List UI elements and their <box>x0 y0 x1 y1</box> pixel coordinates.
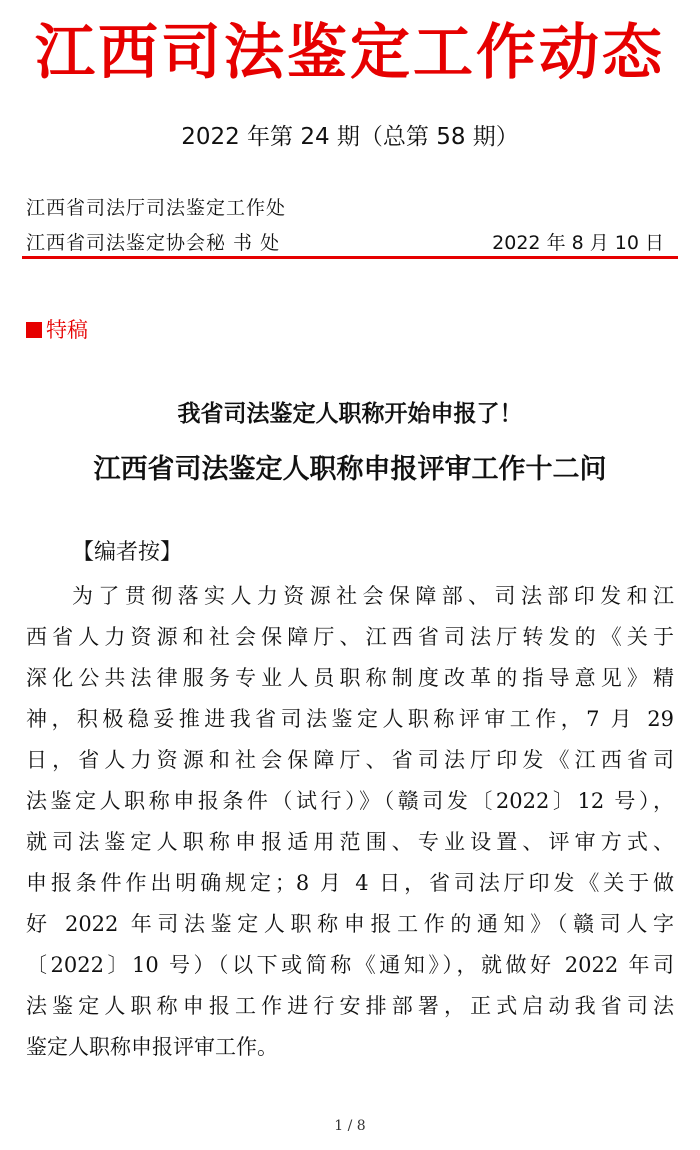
body-line: 西省人力资源和社会保障厅、江西省司法厅转发的《关于 <box>26 625 674 649</box>
article-title-line-1: 我省司法鉴定人职称开始申报了！ <box>177 400 523 427</box>
publish-date: 2022 年 8 月 10 日 <box>492 232 664 254</box>
body-line: 法鉴定人职称申报条件（试行）》（赣司发〔2022〕12 号）， <box>26 789 674 813</box>
issue-number: 2022 年第 24 期（总第 58 期） <box>181 124 519 150</box>
red-divider <box>22 256 678 259</box>
body-line: 申报条件作出明确规定；8 月 4 日，省司法厅印发《关于做 <box>26 871 674 895</box>
body-line: 日，省人力资源和社会保障厅、省司法厅印发《江西省司 <box>26 748 674 772</box>
org-line-2: 江西省司法鉴定协会秘 书 处 <box>26 232 281 254</box>
body-line: 神，积极稳妥推进我省司法鉴定人职称评审工作，7 月 29 <box>26 707 674 731</box>
section-label-text: 特稿 <box>46 318 88 342</box>
body-line: 就司法鉴定人职称申报适用范围、专业设置、评审方式、 <box>26 830 674 854</box>
body-line: 法鉴定人职称申报工作进行安排部署，正式启动我省司法 <box>26 994 674 1018</box>
masthead-title: 江西司法鉴定工作动态 <box>35 18 665 88</box>
article-body <box>26 576 674 1068</box>
article-title-line-2: 江西省司法鉴定人职称申报评审工作十二问 <box>93 454 607 485</box>
body-line: 鉴定人职称申报评审工作。 <box>26 1035 278 1059</box>
page-indicator: 1 / 8 <box>334 1118 366 1134</box>
org-line-1: 江西省司法厅司法鉴定工作处 <box>26 197 287 219</box>
body-line: 好 2022 年司法鉴定人职称申报工作的通知》（赣司人字 <box>26 912 674 936</box>
body-line: 深化公共法律服务专业人员职称制度改革的指导意见》精 <box>26 666 674 690</box>
body-line: 为了贯彻落实人力资源社会保障部、司法部印发和江 <box>72 584 674 608</box>
body-line: 〔2022〕10 号）（以下或简称《通知》），就做好 2022 年司 <box>26 953 674 977</box>
editor-note-label: 【编者按】 <box>72 540 183 565</box>
section-label <box>26 314 88 344</box>
red-square-icon <box>26 322 42 338</box>
